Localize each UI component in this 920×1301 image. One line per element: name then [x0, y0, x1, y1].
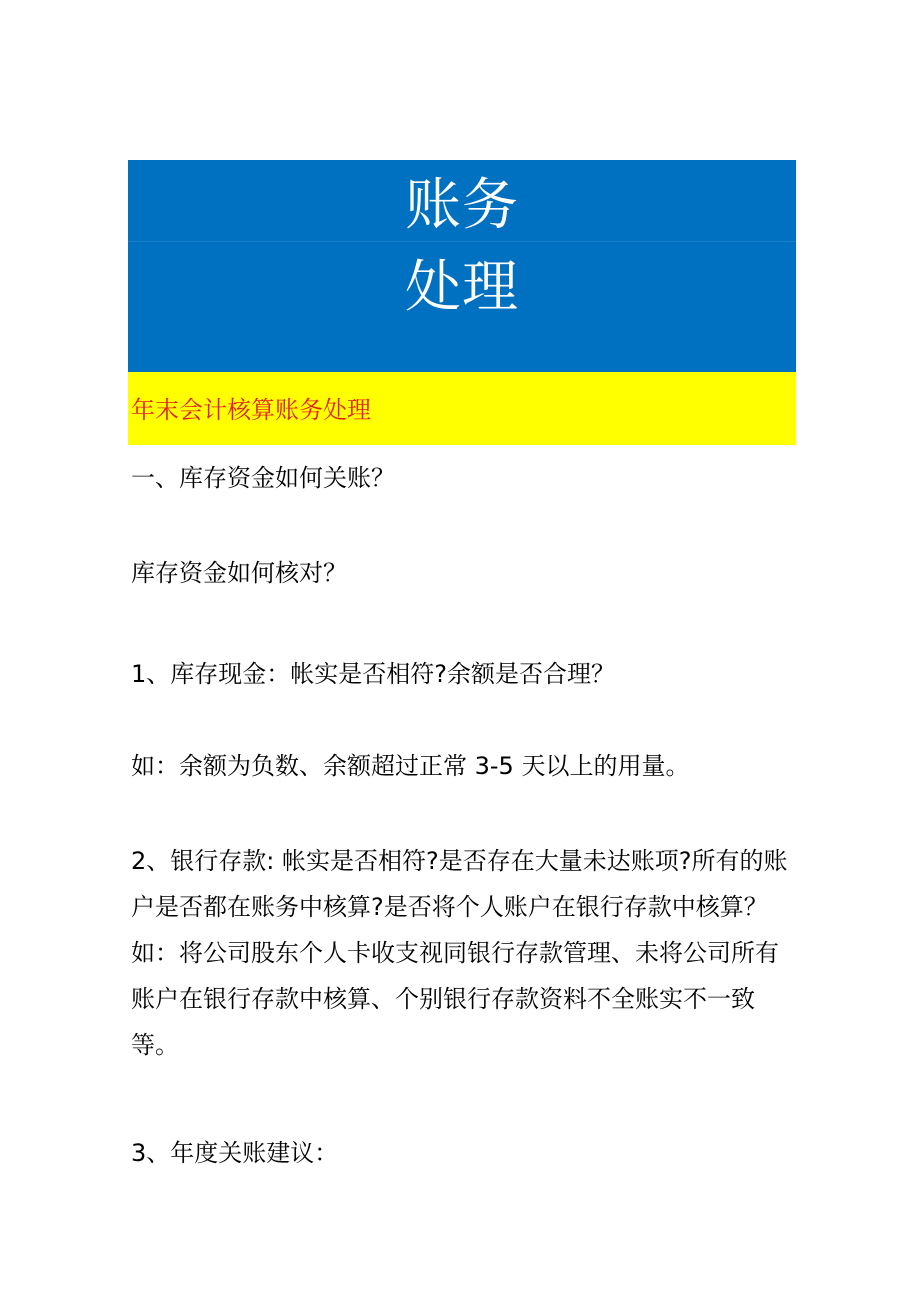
banner-title-line-1: 账务 [405, 173, 519, 238]
section-heading-1: 一、库存资金如何关账？ [131, 464, 395, 492]
subtitle-bar [128, 372, 796, 445]
banner-title-line-2: 处理 [405, 255, 519, 320]
paragraph-item-3: 3、年度关账建议： [131, 1139, 339, 1167]
subtitle-text: 年末会计核算账务处理 [131, 396, 371, 424]
paragraph-question: 库存资金如何核对？ [131, 559, 347, 587]
paragraph-item-1: 1、库存现金：帐实是否相符?余额是否合理？ [131, 660, 616, 688]
paragraph-item-2: 2、银行存款: 帐实是否相符?是否存在大量未达账项?所有的账户是否都在账务中核算?是否将个人账户在银行存款中核算？如：将公司股东个人卡收支视同银行存款管理、未将公司所有账户在银行存款中核算、个别银行存款资料不全账实不一致等。 [131, 847, 788, 1059]
banner-divider [128, 241, 796, 242]
paragraph-example-1: 如：余额为负数、余额超过正常 3-5 天以上的用量。 [131, 752, 690, 780]
title-banner [128, 160, 796, 372]
